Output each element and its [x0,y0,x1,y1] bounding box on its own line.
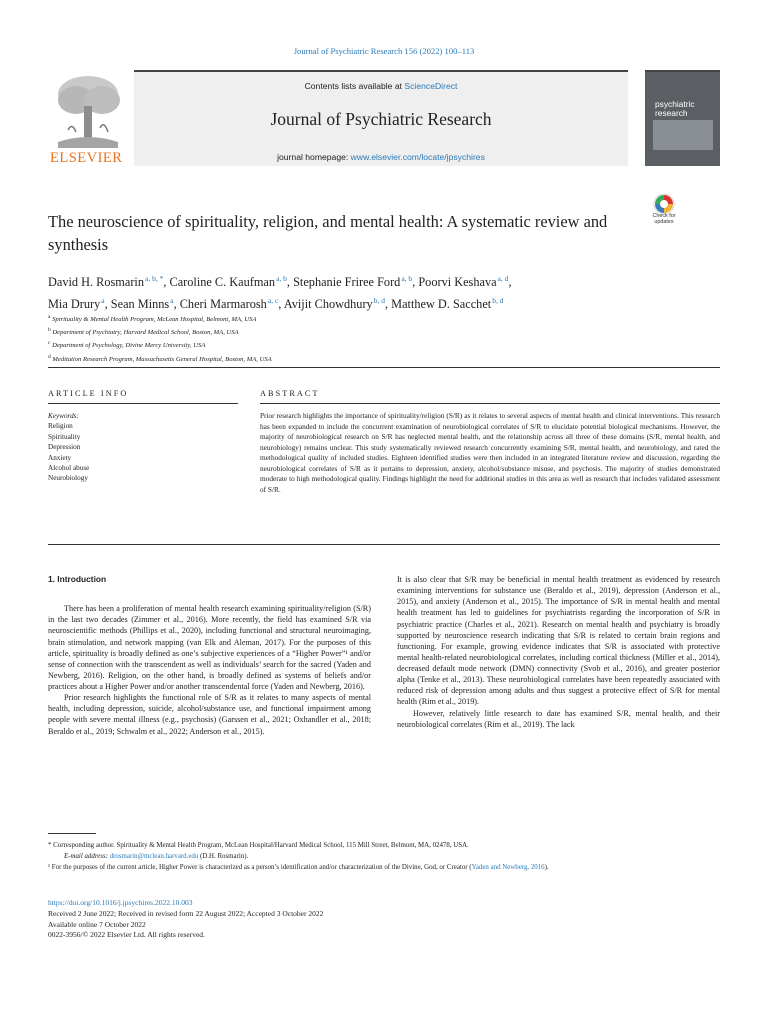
author-line-2: Mia Drury $^a$, Sean Minns $^a$, Cheri Marmarosh $^{a, c}$, Avijit Chowdhury $^{b, d}$, Matthew D. Sacchet $^{b, d}$ [48,295,504,311]
footnotes [48,840,720,874]
email-suffix: (D.H. Rosmarin). [198,853,249,861]
author-name[interactable]: Stephanie Friree Ford [293,275,401,290]
publication-info [48,898,720,941]
cover-line2: research [655,107,688,118]
doi-link[interactable]: https://doi.org/10.1016/j.jpsychires.2022.10.003 [48,898,193,907]
body-paragraph: There has been a proliferation of mental health research examining spirituality/religion (S/R) in the last two decades (Zimmer et al., 2016). More recently, the field has examined S/R via neuroscientific methods (Phillips et al., 2020), including functional and structural neuroimaging, brain stimulation, and network mapping (van Elk and Aleman, 2017). For the purposes of this article, spirituality is broadly defined as one’s subjective experiences of a “Higher Power”¹ and/or sense of connection with the transcendent as well as individuals’ search for the sacred (Yaden and Newberg, 2016). Religion, on the other hand, is broadly defined as systems of beliefs and/or practices about a Higher Power and/or another transcendental force (Yaden and Newberg, 2016). [48,604,371,691]
footnote-1-suffix: ). [544,864,549,872]
cover-image-band [653,120,713,150]
footnote-1-citation-link[interactable]: Yaden and Newberg, 2016 [471,864,545,872]
elsevier-wordmark: ELSEVIER [50,150,123,166]
affiliation-mark: b [48,327,51,334]
article-info-heading: ARTICLE INFO [48,389,129,398]
author-name[interactable]: Sean Minns [110,296,170,311]
author-list [48,270,688,313]
footnote-1 [48,862,720,873]
contents-line [134,81,628,91]
check-line2: updates [654,219,674,225]
body-paragraph: It is also clear that S/R may be beneficial in mental health treatment as evidenced by research examining interventions for substance use (Beraldo et al., 2019), depression (Anderson et al., 2015), and anxiety (Anderson et al., 2015). The importance of S/R in mental health and mental health treatment has led to guidelines for psychiatrists regarding the incorporation of S/R in psychiatric practice (Charles et al., 2021). Research on mental health and psychiatry is broadly supported by neuroscience research indicating that S/R is related to certain brain regions and functioning. For example, growing evidence indicates that S/R is associated with protective mental health-related neurobiological correlates, including cortical thickness (Miller et al., 2014), decreased default mode network (DMN) connectivity (Svob et al., 2016), and greater posterior alpha (Tenke et al., 2013). These neurobiological correlates have been repeatedly associated with reduced risk of depression among adults and thus suggest a protective effect of S/R for mental health (Rim et al., 2019). [397,575,720,707]
keyword-item: Neurobiology [48,474,88,483]
body-paragraph: Prior research highlights the functional role of S/R as it relates to many aspects of mental health, including depression, suicide, alcohol/substance use, and functional impairment among people with severe mental illness (e.g., psychosis) (Garssen et al., 2021; Oxhandler et al., 2018; Beraldo et al., 2019; Schwalm et al., 2022; Anderson et al., 2015). [48,693,371,736]
abstract-heading: ABSTRACT [260,389,320,398]
contents-prefix: Contents lists available at [304,81,405,91]
section-heading: 1. Introduction [48,574,107,584]
author-affiliation-marks[interactable]: b, d [373,295,385,305]
cover-title [655,100,695,117]
author-affiliation-marks[interactable]: a [101,295,105,305]
author-name[interactable]: David H. Rosmarin [48,275,144,290]
article-info-rule [48,403,238,404]
author-affiliation-marks[interactable]: a, b [401,274,413,283]
keyword-item: Religion [48,422,73,431]
journal-title: Journal of Psychiatric Research [270,109,492,129]
author-name[interactable]: Poorvi Keshava [418,275,497,290]
check-line1: Check for [652,213,676,219]
author-name[interactable]: Avijit Chowdhury [283,296,373,311]
cover-line1: psychiatric [655,99,695,109]
keyword-item: Depression [48,443,81,452]
received-dates: Received 2 June 2022; Received in revised form 22 August 2022; Accepted 3 October 2022 [48,908,324,918]
author-name[interactable]: Caroline C. Kaufman [169,275,276,290]
journal-masthead [134,70,628,166]
author-name[interactable]: Matthew D. Sacchet [391,296,492,311]
email-label: E-mail address: [64,853,110,861]
keyword-item: Anxiety [48,453,72,462]
email-link[interactable]: drosmarin@mclean.harvard.edu [109,853,199,861]
check-for-updates-label[interactable] [645,213,683,225]
affiliation-mark: d [48,353,51,360]
body-right-column [397,574,720,730]
author-affiliation-marks[interactable]: b, d [492,295,504,305]
email-line [48,851,720,862]
affiliation-list [48,312,688,365]
journal-cover-thumbnail[interactable] [645,70,720,166]
journal-header [48,70,720,166]
affiliation-item [48,338,688,351]
homepage-line [134,152,628,162]
affiliation-mark: c [48,340,51,347]
keyword-item: Spirituality [48,432,81,441]
homepage-link[interactable]: www.elsevier.com/locate/jpsychires [350,152,485,162]
affiliation-item [48,312,688,325]
corresponding-author-note: * Corresponding author. Spirituality & Mental Health Program, McLean Hospital/Harvard Medical School, 115 Mill Street, Belmont, MA, 02478, USA. [48,842,469,849]
keywords-block [48,411,238,484]
affiliation-item [48,352,688,365]
article-title: The neuroscience of spirituality, religion, and mental health: A systematic review and synthesis [48,212,608,254]
author-name[interactable]: Mia Drury [48,296,101,311]
sciencedirect-link[interactable]: ScienceDirect [404,81,458,91]
divider-bottom [48,544,720,545]
abstract-rule [260,403,720,404]
footnote-1-text: ¹ For the purposes of the current article, Higher Power is characterized as a person’s identification and/or characterization of the Divine, God, or Creator ( [48,864,472,872]
affiliation-text: Department of Psychiatry, Harvard Medical School, Boston, MA, USA [52,329,239,337]
author-affiliation-marks[interactable]: a [170,295,174,305]
online-date: Available online 7 October 2022 [48,919,146,929]
journal-reference[interactable]: Journal of Psychiatric Research 156 (2022) 100–113 [293,46,475,56]
copyright-line: 0022-3956/© 2022 Elsevier Ltd. All rights reserved. [48,930,205,940]
author-affiliation-marks[interactable]: a, b [276,274,287,283]
affiliation-text: Department of Psychology, Divine Mercy University, USA [52,342,206,350]
affiliation-text: Meditation Research Program, Massachusetts General Hospital, Boston, MA, USA [52,355,272,363]
body-left-column [48,574,371,737]
keyword-item: Alcohol abuse [48,464,90,473]
author-affiliation-marks[interactable]: a, b, * [145,274,164,283]
author-name[interactable]: Cheri Marmarosh [179,296,267,311]
affiliation-text: Spirituality & Mental Health Program, McLean Hospital, Belmont, MA, USA [52,316,257,324]
keywords-label: Keywords: [48,412,79,420]
body-paragraph: However, relatively little research to date has examined S/R, mental health, and their neurobiological correlates (Rim et al., 2019). The lack [397,708,720,729]
author-affiliation-marks[interactable]: a, d [497,274,509,283]
author-affiliation-marks[interactable]: a, c [267,295,279,305]
abstract-text: Prior research highlights the importance of spirituality/religion (S/R) as it relates to several aspects of mental health and clinical interventions. This research has been expanded to include the concurrent examination of neurobiological correlates of S/R to elucidate potential biological mechanisms. However, the majority of neurobiological research on S/R has neglected mental health, and the relationship across all three of these domains (S/R, mental health, and neurobiology) remains unclear. This study systematically reviewed research concurrently examining S/R, mental health, and neurobiology, and rated the methodological quality of included studies. Eighteen identified studies were then included in an integrated literature review and discussion, regarding the neurobiological correlates of S/R as it pertains to depression, anxiety, alcohol/substance misuse, and psychosis. The majority of studies demonstrated moderate to high methodological quality. Findings highlight the need for additional studies in this area as well as research that includes validated assessment of S/R. [260,411,720,494]
footnote-rule [48,833,96,834]
homepage-prefix: journal homepage: [277,152,351,162]
affiliation-item [48,325,688,338]
author-line-1: David H. Rosmarin $^{a, b, *}$, Caroline C. Kaufman $^{a, b}$, Stephanie Friree Ford $^{a, b}$, Poorvi Keshava $^{a, d}$, [48,274,512,290]
affiliation-mark: a [48,314,51,320]
divider-top [48,367,720,368]
